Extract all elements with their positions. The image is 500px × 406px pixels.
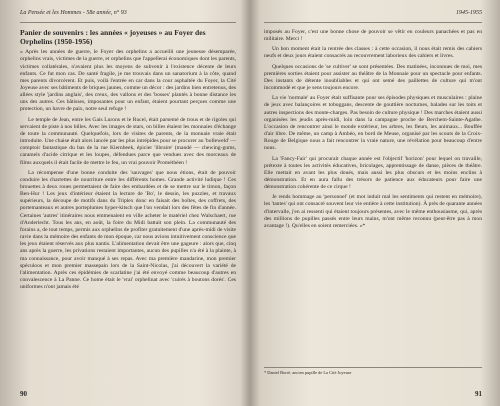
- paragraph: La récompense d'une bonne conduite des 'sauvages' que nous étions, était de pouvoir conduire les charrettes de nourriture entre les différents homes. Grande activité ludique ! Ces brouettes à deux roues permettaient de faire des embardées et de se mettre sur le timon, façon Ben-Hur ! Les jeux d'intérieur étaient la lecture de 'Bo', le dessin, les puzzles, et travaux supérieurs, la découpe de motifs dans du Triplex donc en faisait des boîtes, des coffrets, des portemanteaux et autres porteplumes hyper-kitsch que l'on vendait lors des fêtes de fin d'année. Certaines 'autres' itinéraires nous emmenaient en ville acheter le matériel chez Walschaert, rue d'Anderlecht. Tous les ans, en août, la foire du Midi battait son plein. La communauté des forains a, de tout temps, permis aux orphelins de profiter gratuitement d'une après-midi de visite ravie dans la mémoire des enfants de mon époque, car nous avions intuitivement conscience que les jeux étaient réservés aux plus nantis. L'alimentation devait être une gageure : alors que, cinq ans après la guerre, les privations restaient importantes, aucun des pupilles n'a été à la plainte, à ma connaissance, pour avoir manqué à ses repas. Avec ma première mandarine, mon premier spéculoos et mon premier massepain lors de la Saint-Nicolas, j'ai découvert la variété de l'alimentation. Après ces épidémies de scarlatine j'ai été envoyé comme beaucoup d'autres en convalescence à La Panne. Ce home était le 'vrai' orphelinat avec 'cuirés à boutons dorés'. Ces uniformes n'ont jamais été: [20, 169, 236, 291]
- page-number: 91: [475, 390, 482, 398]
- body-text: [264, 29, 482, 230]
- section-title: Panier de souvenirs : les années « joyeuses » au Foyer des Orphelins (1950-1956): [20, 28, 206, 46]
- paragraph: Le temple de Jean, entre les Gais Lurons et le Rucel, était parsemé de trous et de rigoles qui servaient de piste à nos billes. Avec les images de stars, on billes étaient les monnaies d'échange de toute la communauté. Quelquefois, lors de visites de parents, de la monnaie vraie était introduite. Une chaise était alors lancée par les plus intrépides pour se procurer au 'bolleweld' — comptoir fantastique du bas de la rue Kiernbeek, épicier 'libraire' (mandé — chewing-gums, caramels d'acide citrique et les loupes, défendues parce que vendues avec des morceaux de films auxquels il était facile de mettre le feu, un vrai pouvoir Prométhéen !: [20, 116, 236, 166]
- paragraph: « Après les années de guerre, le Foyer des orphelins a accueilli une jeunesse désemparée, orphelins vrais, victimes de la guerre, et orphelins que l'appellerai économiques dont les parents, victimes collatérales, n'avaient plus les moyens de subvenir à l'existence décente de leurs enfants. Ce fut mon cas. De santé fragile, je me trouvais dans un sanatorium à la côte, quand mes parents divorcèrent. Et puis, voilà l'entrée en car dans la cour asphaltée du Foyer, la Cité Joyeuse avec ses bâtiments de briques jaunes, comme un décor : des jardins bien entretenus, des allées style 'jardins anglais', des creux, des vallons et des 'bosses' plantés à bonne distance les uns des autres. Ces bâtisses, imposantes pour un enfant, étaient pourtant perçues comme une protection, un havre de paix, notre seul refuge !: [20, 49, 236, 113]
- paragraph: La vie 'normale' au Foyer était suffisante pour ses épisodes physiques et musculaires : plaine de jeux avec balançoires et toboggans, descente de gouttière nocturnes, balades sur les toits et autres inspections des monte-charges. Pas besoin de culture physique ! Des marches étaient aussi organisées les jeudis après-midi, loin dans la campagne proche de Berchem-Sainte-Agathe. L'occasion de rencontrer ainsi le monde extérieur, les arbres, les fleurs, les animaux... Bouffée d'air libre. De même, un camp à Ambéo, en bord de Meuse, organisé par les scouts de la Croix-Rouge de Belgique nous a fait rencontrer la vraie nature, une révélation pour beaucoup d'entre nous.: [264, 95, 482, 152]
- right-page: [250, 0, 500, 406]
- paragraph: Je rends hommage au 'personnel' (et mot induit mal les sentiments qui restent en mémoire), les 'tantes' qui ont consacré souvent leur vie entière à cette institution). À près de quarante années d'intervalle, j'en ai ressenti qui étaient toujours présentes, avec le même enthousiasme, qui, après des millions de pupilles passés entre leurs mains, m'ont même reconnu (peut-être pas à mon avantage !). Qu'elles en soient remerciées. »*: [264, 194, 482, 229]
- paragraph: Quelques occasions de 'se cultiver' se sont présentées. Des matinées, inconnues de moi, mes premières sorties étaient pour assister au théâtre de la Monnaie pour un spectacle pour enfants. Des instants de détente inoubliables et qui ont semé des paillettes de culture qui m'ont incommodé et que je sens toujours encore.: [264, 63, 482, 92]
- running-header: 1945-1955: [264, 8, 482, 23]
- paragraph: imposés au Foyer, c'est une bonne chose de pouvoir se vêtir en couleurs panachées et pas en militaire. Merci !: [264, 29, 482, 43]
- running-header: La Pensée et les Hommes - 58e année, n° 93: [20, 8, 236, 23]
- paragraph: La 'Fancy-Fair' qui procurait chaque année est l'objectif 'horizon' pour lequel on travaille, prétexte à toutes les activités éducatives, bricolages, apprentissage de danse, pièces de théâtre. Elle mettait en avant les plus doués, mais aussi les plus obscurs et les moins enclins à démonstration. Et en aura fallu des trésors de patience aux éducateurs pour faire une démonstration cohérente de ce cirque !: [264, 155, 482, 191]
- paragraph: Un bon moment était la rentrée des classes : à cette occasion, il nous était remis des cahiers neufs et deux jours étaient consacrés au recouvrement laborieux des cahiers et livres.: [264, 46, 482, 60]
- page-number: 90: [20, 390, 27, 398]
- body-text: [20, 49, 236, 291]
- footnote: * Daniel Borré, ancien pupille de La Cité Joyeuse: [264, 367, 482, 376]
